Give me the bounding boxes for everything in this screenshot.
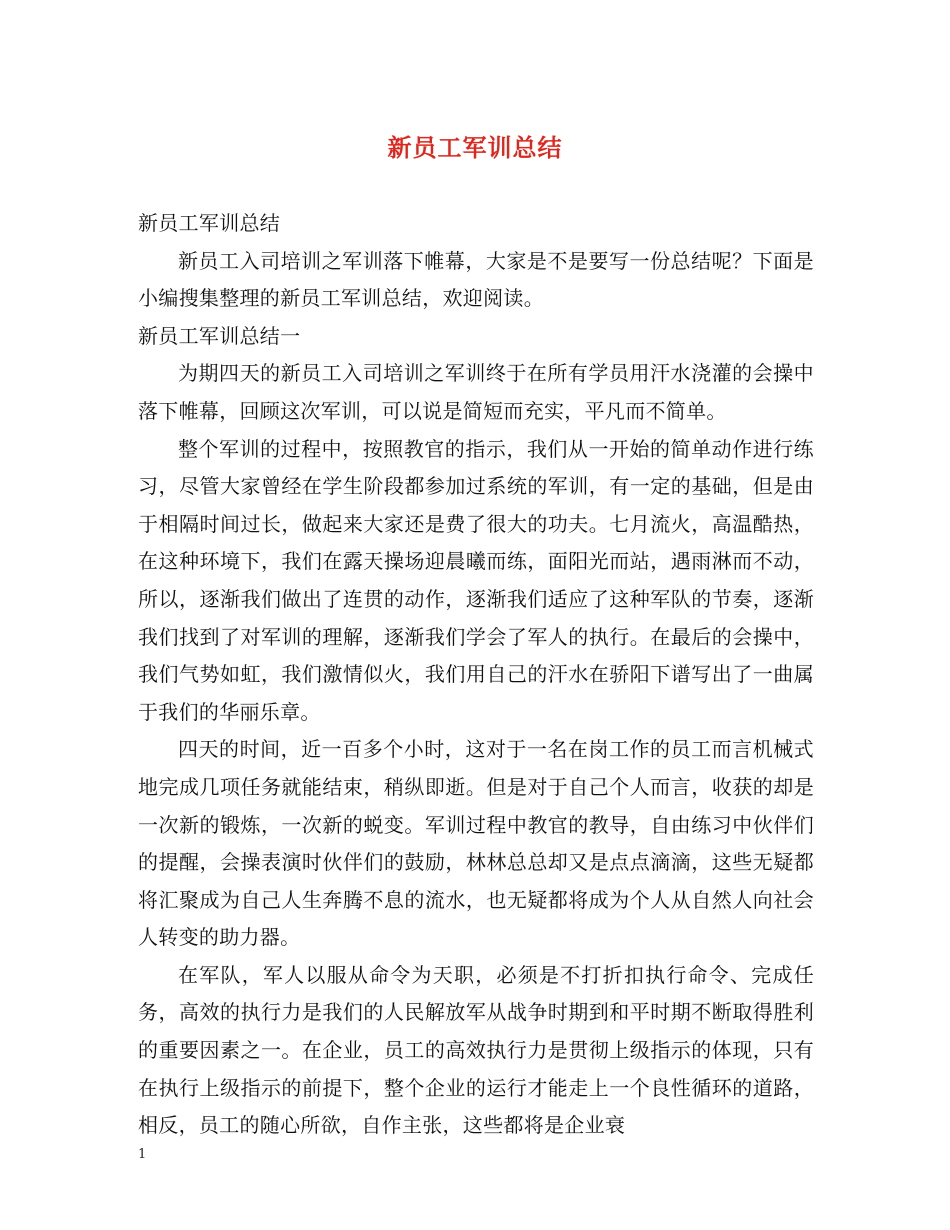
body-paragraph: 新员工军训总结 <box>138 211 281 235</box>
body-paragraph: 整个军训的过程中，按照教官的指示，我们从一开始的简单动作进行练习，尽管大家曾经在学生阶段都参加过系统的军训，有一定的基础，但是由于相隔时间过长，做起来大家还是费了很大的功夫。七月流火，高温酷热，在这种环境下，我们在露天操场迎晨曦而练，面阳光而站，遇雨淋而不动，所以，逐渐我们做出了连贯的动作，逐渐我们适应了这种军队的节奏，逐渐我们找到了对军训的理解，逐渐我们学会了军人的执行。在最后的会操中，我们气势如虹，我们激情似火，我们用自己的汗水在骄阳下谱写出了一曲属于我们的华丽乐章。 <box>138 436 814 724</box>
body-paragraph: 新员工入司培训之军训落下帷幕，大家是不是要写一份总结呢？下面是小编搜集整理的新员工军训总结，欢迎阅读。 <box>138 248 814 311</box>
page-number: 1 <box>138 1147 147 1162</box>
body-paragraph: 四天的时间，近一百多个小时，这对于一名在岗工作的员工而言机械式地完成几项任务就能结束，稍纵即逝。但是对于自己个人而言，收获的却是一次新的锻炼，一次新的蜕变。军训过程中教官的教导，自由练习中伙伴们的提醒，会操表演时伙伴们的鼓励，林林总总却又是点点滴滴，这些无疑都将汇聚成为自己人生奔腾不息的流水，也无疑都将成为个人从自然人向社会人转变的助力器。 <box>138 737 814 950</box>
document-title: 新员工军训总结 <box>387 133 563 162</box>
body-paragraph: 在军队，军人以服从命令为天职，必须是不打折扣执行命令、完成任务，高效的执行力是我们的人民解放军从战争时期到和平时期不断取得胜利的重要因素之一。在企业，员工的高效执行力是贯彻上级指示的体现，只有在执行上级指示的前提下，整个企业的运行才能走上一个良性循环的道路，相反，员工的随心所欲，自作主张，这些都将是企业衰 <box>138 962 814 1138</box>
document-body <box>138 205 814 1145</box>
section-heading: 新员工军训总结一 <box>138 323 301 348</box>
body-paragraph: 为期四天的新员工入司培训之军训终于在所有学员用汗水浇灌的会操中落下帷幕，回顾这次军训，可以说是简短而充实，平凡而不简单。 <box>138 361 814 423</box>
